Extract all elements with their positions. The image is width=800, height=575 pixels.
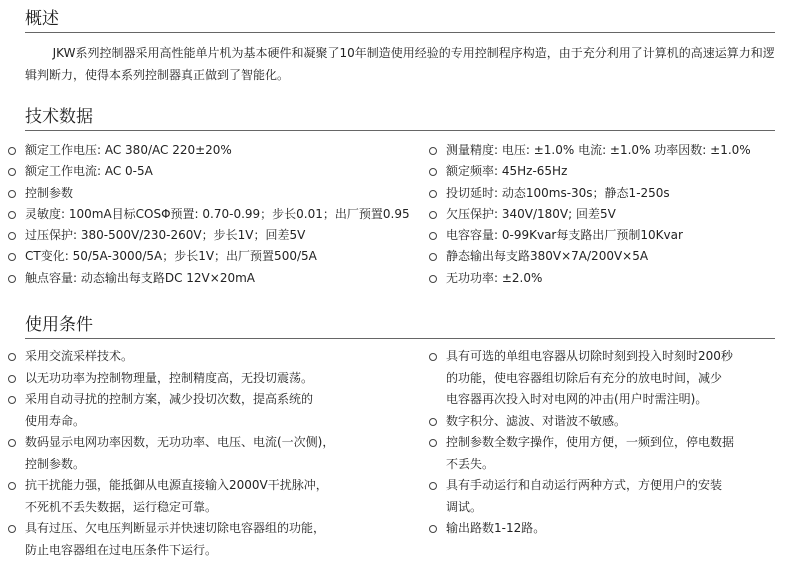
condition-item: 具有手动运行和自动运行两种方式，方便用户的安装 调试。 (429, 475, 789, 518)
condition-item: 以无功功率为控制物理量，控制精度高，无投切震荡。 (8, 368, 418, 390)
condition-item: 具有过压、欠电压判断显示并快速切除电容器组的功能， 防止电容器组在过电压条件下运行。 (8, 518, 418, 561)
tech-left-item: 额定工作电流: AC 0-5A (8, 161, 418, 182)
tech-left-item: 过压保护: 380-500V/230-260V；步长1V；回差5V (8, 225, 418, 246)
circle-bullet-icon (429, 353, 437, 361)
circle-bullet-icon (429, 147, 437, 155)
tech-left-item: CT变化: 50/5A-3000/5A；步长1V；出厂预置500/5A (8, 246, 418, 267)
overview-paragraph (25, 42, 777, 86)
conditions-right-column (429, 346, 789, 540)
tech-left-item: 控制参数 (8, 183, 418, 204)
circle-bullet-icon (429, 211, 437, 219)
circle-bullet-icon (8, 168, 16, 176)
tech-right-item: 测量精度: 电压: ±1.0% 电流: ±1.0% 功率因数: ±1.0% (429, 140, 789, 161)
circle-bullet-icon (8, 482, 16, 490)
overview-text: JKW系列控制器采用高性能单片机为基本硬件和凝聚了10年制造使用经验的专用控制程序构造，由于充分利用了计算机的高速运算力和逻辑判断力，使得本系列控制器真正做到了智能化。 (25, 46, 775, 82)
condition-item: 数码显示电网功率因数，无功功率、电压、电流(一次侧)， 控制参数。 (8, 432, 418, 475)
circle-bullet-icon (429, 190, 437, 198)
circle-bullet-icon (8, 147, 16, 155)
circle-bullet-icon (429, 525, 437, 533)
tech-title: 技术数据 (25, 106, 775, 131)
tech-right-item: 额定频率: 45Hz-65Hz (429, 161, 789, 182)
condition-item: 抗干扰能力强，能抵御从电源直接输入2000V干扰脉冲， 不死机不丢失数据，运行稳定可靠。 (8, 475, 418, 518)
tech-left-column (8, 140, 418, 289)
tech-right-item: 静态输出每支路380V×7A/200V×5A (429, 246, 789, 267)
tech-left-item: 额定工作电压: AC 380/AC 220±20% (8, 140, 418, 161)
circle-bullet-icon (8, 232, 16, 240)
circle-bullet-icon (429, 275, 437, 283)
conditions-title: 使用条件 (25, 314, 775, 339)
condition-item: 具有可选的单组电容器从切除时刻到投入时刻时200秒 的功能，使电容器组切除后有充分的放电时间，减少 电容器再次投入时对电网的冲击(用户时需注明)。 (429, 346, 789, 411)
condition-item: 采用自动寻扰的控制方案，减少投切次数，提高系统的 使用寿命。 (8, 389, 418, 432)
tech-left-item: 触点容量: 动态输出每支路DC 12V×20mA (8, 268, 418, 289)
tech-right-item: 投切延时: 动态100ms-30s；静态1-250s (429, 183, 789, 204)
circle-bullet-icon (429, 439, 437, 447)
circle-bullet-icon (429, 418, 437, 426)
tech-right-item: 电容容量: 0-99Kvar每支路出厂预制10Kvar (429, 225, 789, 246)
circle-bullet-icon (8, 396, 16, 404)
circle-bullet-icon (429, 168, 437, 176)
circle-bullet-icon (8, 525, 16, 533)
circle-bullet-icon (8, 190, 16, 198)
condition-item: 控制参数全数字操作，使用方便，一频到位，停电数据 不丢失。 (429, 432, 789, 475)
circle-bullet-icon (8, 375, 16, 383)
circle-bullet-icon (8, 253, 16, 261)
circle-bullet-icon (429, 253, 437, 261)
circle-bullet-icon (429, 482, 437, 490)
condition-item: 数字积分、滤波、对谐波不敏感。 (429, 411, 789, 433)
tech-right-column (429, 140, 789, 289)
condition-item: 采用交流采样技术。 (8, 346, 418, 368)
circle-bullet-icon (8, 211, 16, 219)
circle-bullet-icon (429, 232, 437, 240)
condition-item: 输出路数1-12路。 (429, 518, 789, 540)
circle-bullet-icon (8, 275, 16, 283)
tech-right-item: 无功功率: ±2.0% (429, 268, 789, 289)
conditions-left-column (8, 346, 418, 561)
tech-left-item: 灵敏度: 100mA目标COSΦ预置: 0.70-0.99；步长0.01；出厂预置0.95 (8, 204, 418, 225)
circle-bullet-icon (8, 439, 16, 447)
tech-right-item: 欠压保护: 340V/180V; 回差5V (429, 204, 789, 225)
overview-title: 概述 (25, 8, 775, 33)
circle-bullet-icon (8, 353, 16, 361)
